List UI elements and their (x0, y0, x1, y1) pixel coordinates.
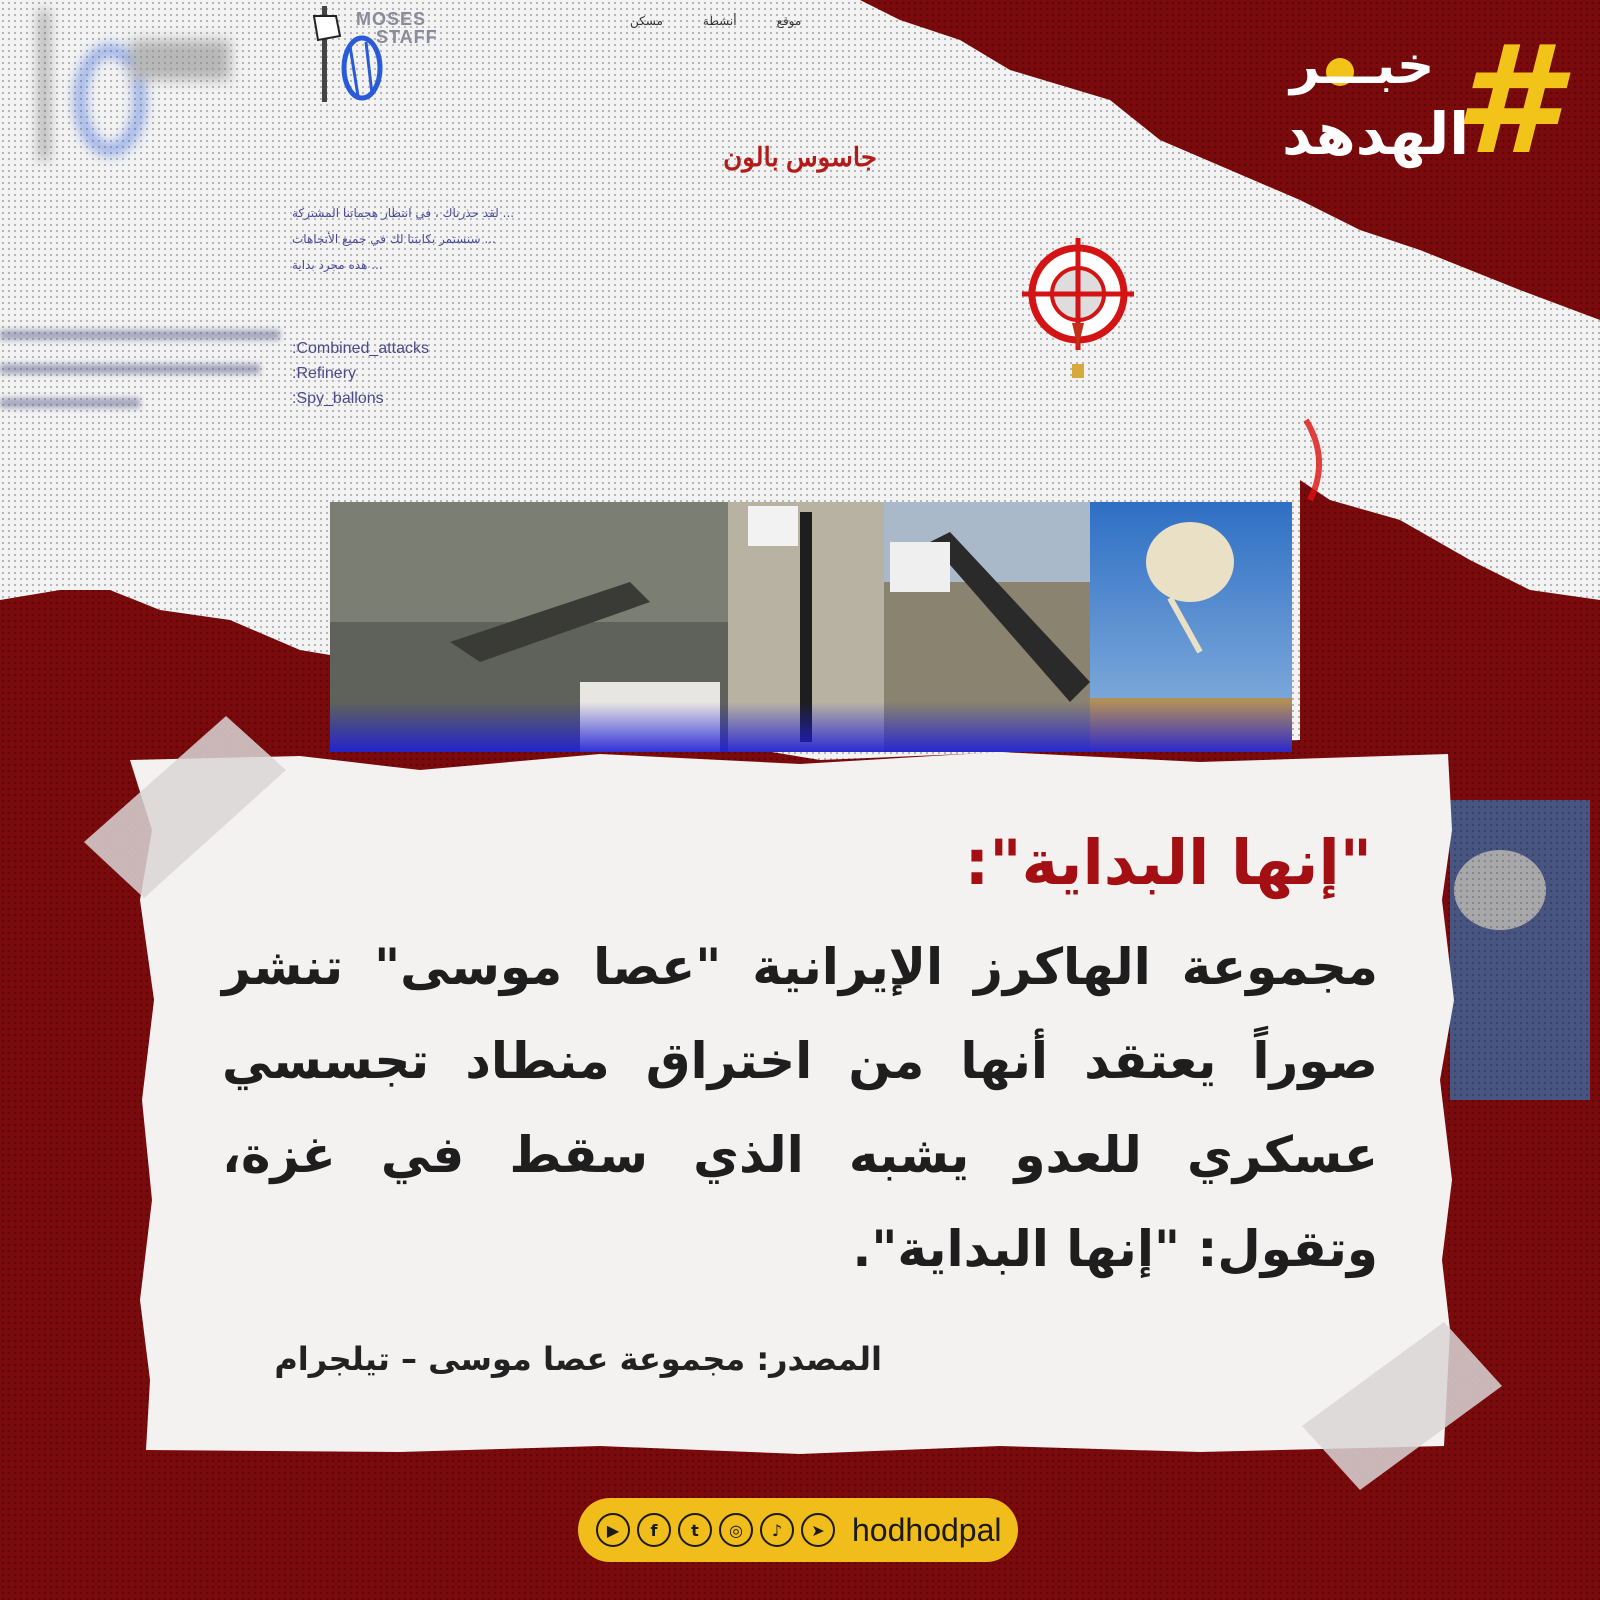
card-source: المصدر: مجموعة عصا موسى – تيلجرام (274, 1340, 882, 1378)
brand-word-bottom: الهدهد (1282, 100, 1470, 168)
facebook-icon[interactable]: f (637, 1513, 671, 1547)
card-title: "إنها البداية": (964, 826, 1372, 899)
logo-text: MOSES STAFF (356, 9, 438, 47)
telegram-icon[interactable]: ➤ (801, 1513, 835, 1547)
social-bar (578, 1498, 1018, 1562)
instagram-icon[interactable]: ◎ (719, 1513, 753, 1547)
nav-item[interactable]: أنشطة (702, 14, 737, 28)
tag-link[interactable]: :Refinery (292, 365, 357, 382)
brand-word-top: خبـــر (1290, 36, 1435, 96)
screenshot-line: ... هذه مجرد بداية (292, 258, 383, 272)
tag-link[interactable]: :Combined_attacks (292, 340, 429, 357)
nav-item[interactable]: مسكن (630, 14, 663, 28)
screenshot-line: ... لقد حذرناك ، في انتظار هجماتنا المشتركة (292, 206, 515, 220)
card-body: مجموعة الهاكرز الإيرانية "عصا موسى" تنشر صوراً يعتقد أنها من اختراق منطاد تجسسي عسكري للعدو يشبه الذي سقط في غزة، وتقول: "إنها البداية". (222, 938, 1378, 1278)
tiktok-icon[interactable]: ♪ (760, 1513, 794, 1547)
screenshot-line: ... سنستمر بكابتنا لك في جميع الأتجاهات (292, 232, 496, 246)
hash-icon: # (1453, 30, 1558, 170)
social-handle[interactable]: hodhodpal (852, 1511, 1002, 1548)
youtube-icon[interactable]: ▶ (596, 1513, 630, 1547)
screenshot-title: جاسوس بالون (723, 142, 877, 172)
twitter-icon[interactable]: t (678, 1513, 712, 1547)
tag-link[interactable]: :Spy_ballons (292, 390, 384, 407)
nav-item[interactable]: موقع (776, 14, 802, 28)
